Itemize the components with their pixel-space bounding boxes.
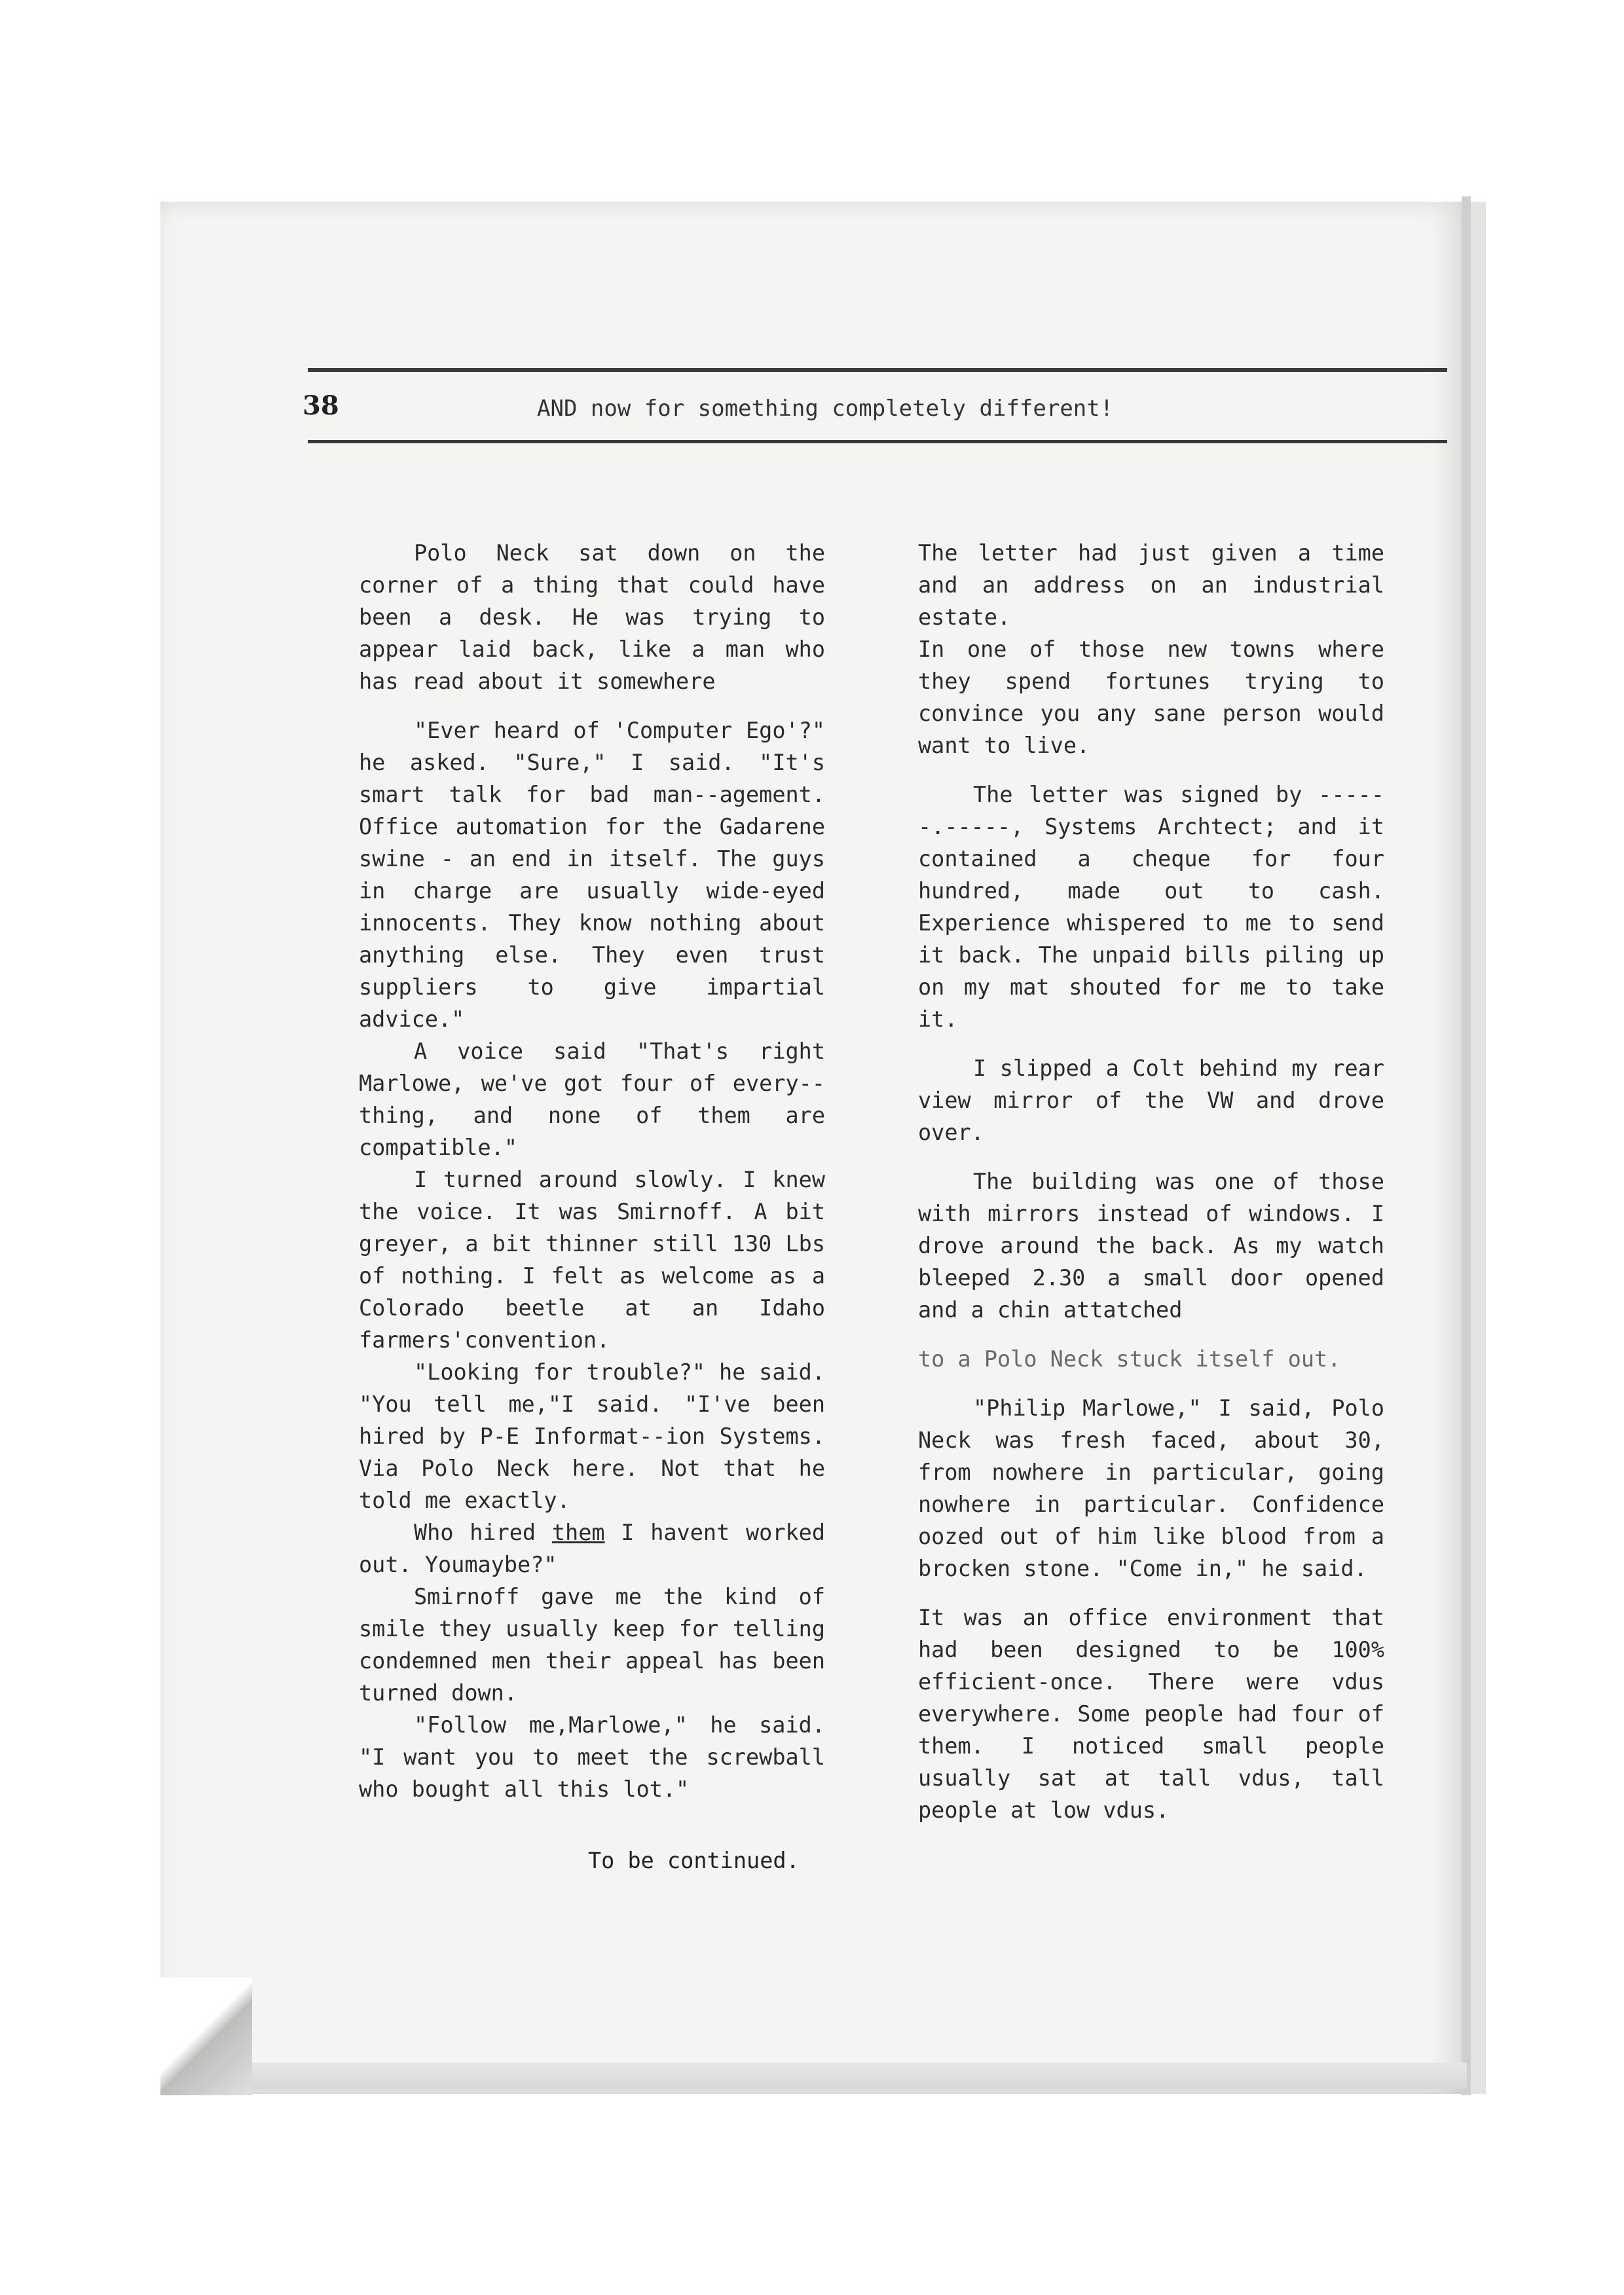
paragraph: to a Polo Neck stuck itself out. [918, 1346, 1341, 1372]
paragraph: "Looking for trouble?" he said. "You tell me,"I said. "I've been hired by P-E Informat--ion Systems. Via Polo Neck here. Not that he told me exactly. [359, 1359, 825, 1513]
paragraph: Smirnoff gave me the kind of smile they usually keep for telling condemned men their appeal has been turned down. [359, 1584, 825, 1706]
paragraph: It was an office environment that had been designed to be 100% efficient-once. There were vdus everywhere. Some people had four of them. I noticed small people usually sat at tall vdus, tall people at low vdus. [918, 1605, 1384, 1823]
paragraph: I turned around slowly. I knew the voice. It was Smirnoff. A bit greyer, a bit thinner still 130 Lbs of nothing. I felt as welcome as a Colorado beetle at an Idaho farmers'convention. [359, 1167, 825, 1353]
page-bottom-shadow [177, 2063, 1467, 2089]
text-run: I havent worked out. Youmaybe?" [359, 1520, 825, 1577]
paragraph: I slipped a Colt behind my rear view mirror of the VW and drove over. [918, 1056, 1384, 1145]
page-edge-shadow [1462, 196, 1471, 2095]
paragraph-who-hired [359, 1516, 825, 1581]
right-column [918, 537, 1384, 1843]
paragraph: "Philip Marlowe," I said, Polo Neck was fresh faced, about 30, from nowhere in particular, going nowhere in particular. Confidence oozed out of him like blood from a brocken stone. "Come in," he said. [918, 1395, 1384, 1581]
page-corner-curl [160, 1977, 252, 2095]
paragraph: "Follow me,Marlowe," he said. "I want you to meet the screwball who bought all this lot." [359, 1712, 825, 1802]
left-column [359, 537, 825, 1805]
page-number: 38 [303, 390, 339, 421]
paragraph: The letter had just given a time and an address on an industrial estate. [918, 540, 1384, 630]
paragraph: The building was one of those with mirrors instead of windows. I drove around the back. As my watch bleeped 2.30 a small door opened and a chin attatched [918, 1169, 1384, 1323]
header-rule-top [308, 368, 1447, 372]
underlined-word: them [551, 1520, 605, 1545]
paragraph: "Ever heard of 'Computer Ego'?" he asked. "Sure," I said. "It's smart talk for bad man--agement. Office automation for the Gadarene swine - an end in itself. The guys in charge are usually wide-eyed innocents. They know nothing about anything else. They even trust suppliers to give impartial advice." [359, 718, 825, 1032]
running-title: AND now for something completely different! [537, 395, 1114, 422]
to-be-continued: To be continued. [588, 1848, 800, 1873]
paragraph: Polo Neck sat down on the corner of a thing that could have been a desk. He was trying to appear laid back, like a man who has read about it somewhere [359, 540, 825, 694]
paragraph: A voice said "That's right Marlowe, we've got four of every--thing, and none of them are compatible." [359, 1038, 825, 1160]
header-rule-bottom [308, 440, 1447, 443]
text-run: Who hired [414, 1520, 552, 1545]
paragraph: In one of those new towns where they spend fortunes trying to convince you any sane person would want to live. [918, 636, 1384, 758]
paragraph: The letter was signed by ------.-----, Systems Archtect; and it contained a cheque for four hundred, made out to cash. Experience whispered to me to send it back. The unpaid bills piling up on my mat shouted for me to take it. [918, 782, 1384, 1032]
